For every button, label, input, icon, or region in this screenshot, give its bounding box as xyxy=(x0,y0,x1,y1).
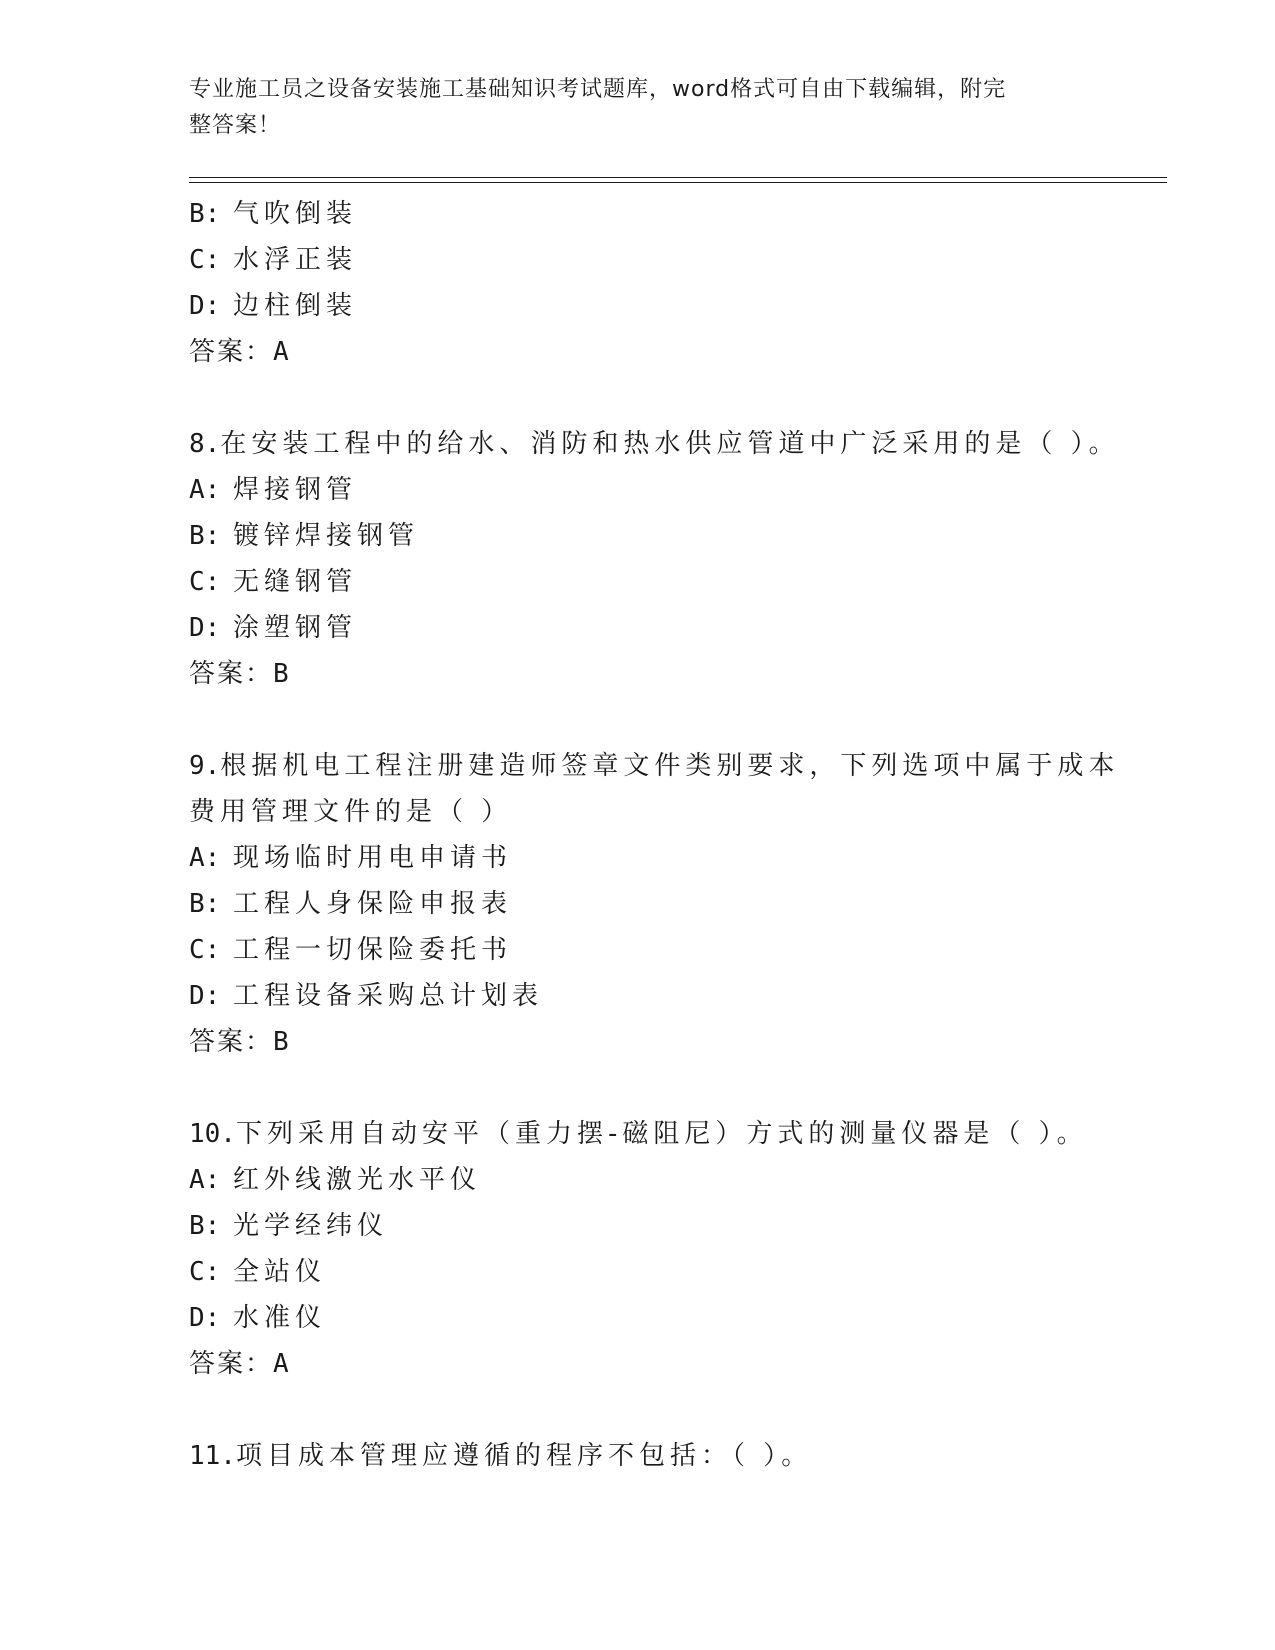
question-stem xyxy=(189,1111,1169,1157)
option-b xyxy=(189,881,1169,927)
prev-question xyxy=(189,191,1169,375)
option-text: 工程人身保险申报表 xyxy=(233,889,513,919)
option-letter: B: xyxy=(189,521,221,551)
stem-text: 在安装工程中的给水、消防和热水供应管道中广泛采用的是（ ）。 xyxy=(220,429,1120,459)
option-text: 光学经纬仪 xyxy=(233,1211,389,1241)
option-a xyxy=(189,467,1169,513)
document-header xyxy=(189,72,1089,144)
option-c xyxy=(189,237,1169,283)
option-d xyxy=(189,1295,1169,1341)
option-text: 涂塑钢管 xyxy=(233,613,358,643)
option-b xyxy=(189,1203,1169,1249)
question-number: 10. xyxy=(189,1119,236,1149)
option-letter: A: xyxy=(189,475,221,505)
option-letter: B: xyxy=(189,889,221,919)
question-stem-continued xyxy=(189,789,1169,835)
option-letter: C: xyxy=(189,567,221,597)
question-8 xyxy=(189,421,1169,697)
option-text: 水准仪 xyxy=(233,1303,327,1333)
answer-value: B xyxy=(273,1027,289,1057)
option-b xyxy=(189,191,1169,237)
answer-line xyxy=(189,1019,1169,1065)
spacer xyxy=(189,1065,1169,1111)
option-text: 边柱倒装 xyxy=(233,291,358,321)
option-a xyxy=(189,1157,1169,1203)
stem-text: 根据机电工程注册建造师签章文件类别要求，下列选项中属于成本 xyxy=(220,751,1120,781)
option-letter: B: xyxy=(189,1211,221,1241)
option-letter: C: xyxy=(189,1257,221,1287)
option-text: 水浮正装 xyxy=(233,245,358,275)
answer-value: A xyxy=(273,337,289,367)
stem-text: 下列采用自动安平（重力摆-磁阻尼）方式的测量仪器是（ ）。 xyxy=(235,1119,1088,1149)
spacer xyxy=(189,697,1169,743)
option-letter: D: xyxy=(189,1303,221,1333)
option-text: 全站仪 xyxy=(233,1257,327,1287)
option-c xyxy=(189,927,1169,973)
header-rule-bottom xyxy=(189,182,1167,183)
option-letter: A: xyxy=(189,1165,221,1195)
question-stem xyxy=(189,743,1169,789)
spacer xyxy=(189,375,1169,421)
question-number: 8. xyxy=(189,429,221,459)
option-letter: C: xyxy=(189,245,221,275)
option-b xyxy=(189,513,1169,559)
question-number: 9. xyxy=(189,751,221,781)
answer-label: 答案： xyxy=(189,659,274,689)
option-text: 焊接钢管 xyxy=(233,475,358,505)
option-text: 红外线激光水平仪 xyxy=(233,1165,482,1195)
question-stem xyxy=(189,1433,1169,1479)
question-10 xyxy=(189,1111,1169,1387)
option-c xyxy=(189,1249,1169,1295)
option-text: 工程一切保险委托书 xyxy=(233,935,513,965)
option-letter: C: xyxy=(189,935,221,965)
question-9 xyxy=(189,743,1169,1065)
header-line-2: 整答案！ xyxy=(189,113,282,138)
option-letter: D: xyxy=(189,613,221,643)
header-rule-top xyxy=(189,177,1167,178)
option-letter: A: xyxy=(189,843,221,873)
answer-label: 答案： xyxy=(189,337,274,367)
stem-text: 项目成本管理应遵循的程序不包括：（ ）。 xyxy=(235,1441,813,1471)
question-stem xyxy=(189,421,1169,467)
answer-label: 答案： xyxy=(189,1027,274,1057)
question-list xyxy=(189,191,1169,1479)
option-letter: B: xyxy=(189,199,221,229)
answer-value: A xyxy=(273,1349,289,1379)
option-letter: D: xyxy=(189,981,221,1011)
header-line-1: 专业施工员之设备安装施工基础知识考试题库，word格式可自由下载编辑，附完 xyxy=(189,77,1007,102)
answer-line xyxy=(189,1341,1169,1387)
option-d xyxy=(189,283,1169,329)
answer-line xyxy=(189,651,1169,697)
option-d xyxy=(189,605,1169,651)
option-letter: D: xyxy=(189,291,221,321)
option-a xyxy=(189,835,1169,881)
option-text: 气吹倒装 xyxy=(233,199,358,229)
option-c xyxy=(189,559,1169,605)
option-text: 无缝钢管 xyxy=(233,567,358,597)
answer-label: 答案： xyxy=(189,1349,274,1379)
answer-value: B xyxy=(273,659,289,689)
question-number: 11. xyxy=(189,1441,236,1471)
option-text: 工程设备采购总计划表 xyxy=(233,981,544,1011)
option-text: 镀锌焊接钢管 xyxy=(233,521,420,551)
option-text: 现场临时用电申请书 xyxy=(233,843,513,873)
option-d xyxy=(189,973,1169,1019)
question-11 xyxy=(189,1433,1169,1479)
answer-line xyxy=(189,329,1169,375)
spacer xyxy=(189,1387,1169,1433)
stem-text: 费用管理文件的是（ ） xyxy=(189,797,513,827)
